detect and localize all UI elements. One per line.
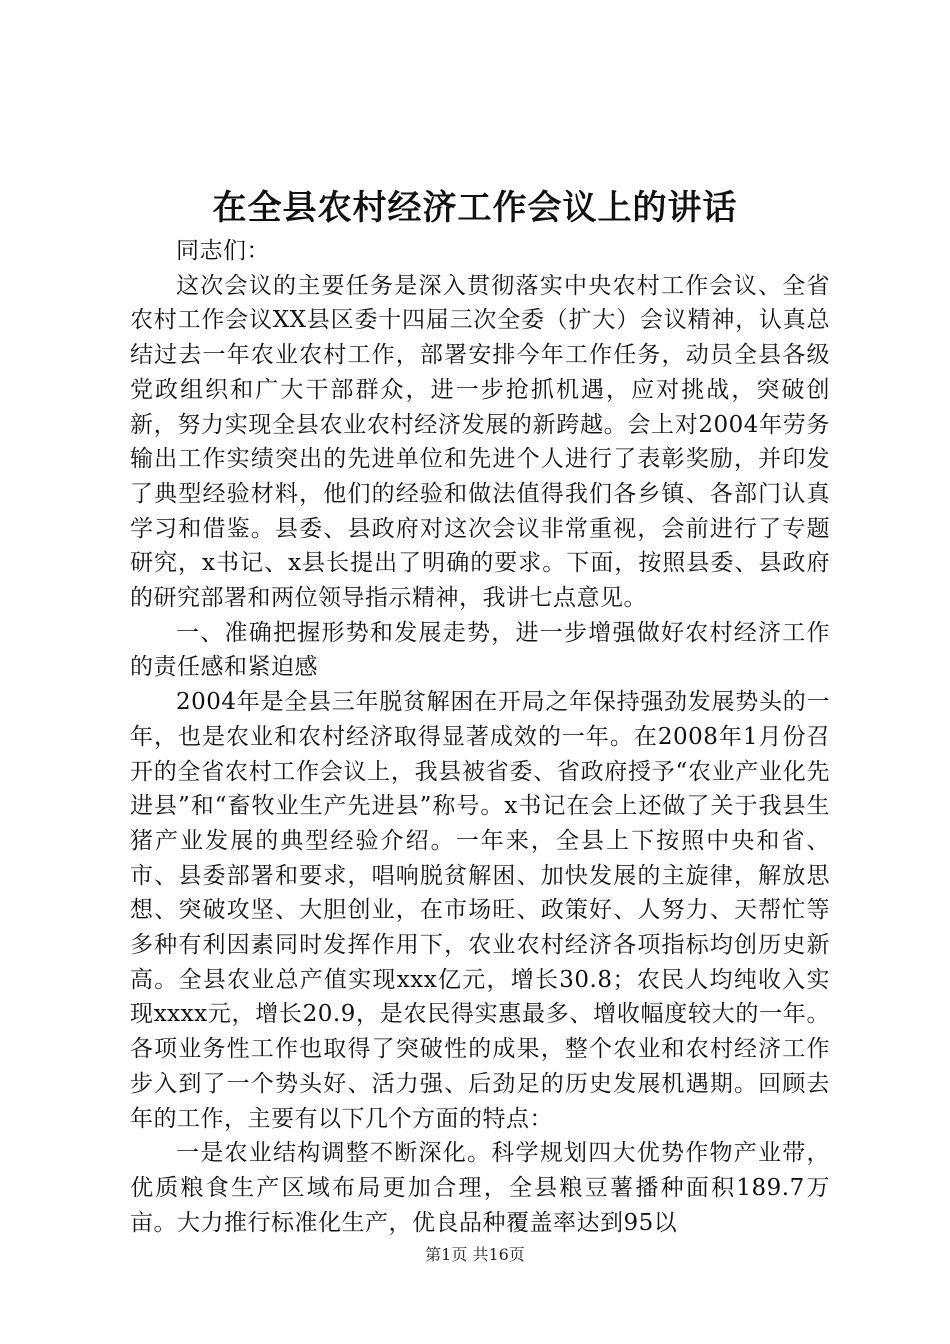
document-body (130, 234, 830, 1240)
page-number-footer: 第1页 共16页 (425, 1245, 525, 1264)
section-heading: 一、准确把握形势和发展走势，进一步增强做好农村经济工作的责任感和紧迫感 (130, 619, 830, 681)
document-title: 在全县农村经济工作会议上的讲话 (212, 188, 738, 228)
point-one-paragraph: 一是农业结构调整不断深化。科学规划四大优势作物产业带，优质粮食生产区域布局更加合理，全县粮豆薯播种面积189.7万亩。大力推行标准化生产，优良品种覆盖率达到95以 (130, 1140, 830, 1236)
review-paragraph: 2004年是全县三年脱贫解困在开局之年保持强劲发展势头的一年，也是农业和农村经济取得显著成效的一年。在2008年1月份召开的全省农村工作会议上，我县被省委、省政府授予“农业产业化先进县”和“畜牧业生产先进县”称号。x书记在会上还做了关于我县生猪产业发展的典型经验介绍。一年来，全县上下按照中央和省、市、县委部署和要求，唱响脱贫解困、加快发展的主旋律，解放思想、突破攻坚、大胆创业，在市场旺、政策好、人努力、天帮忙等多种有利因素同时发挥作用下，农业农村经济各项指标均创历史新高。全县农业总产值实现xxx亿元，增长30.8；农民人均纯收入实现xxxx元，增长20.9，是农民得实惠最多、增收幅度较大的一年。各项业务性工作也取得了突破性的成果，整个农业和农村经济工作步入到了一个势头好、活力强、后劲足的历史发展机遇期。回顾去年的工作，主要有以下几个方面的特点： (130, 689, 830, 1132)
intro-paragraph: 这次会议的主要任务是深入贯彻落实中央农村工作会议、全省农村工作会议XX县区委十四届三次全委（扩大）会议精神，认真总结过去一年农业农村工作，部署安排今年工作任务，动员全县各级党政组织和广大干部群众，进一步抢抓机遇，应对挑战，突破创新，努力实现全县农业农村经济发展的新跨越。会上对2004年劳务输出工作实绩突出的先进单位和先进个人进行了表彰奖励，并印发了典型经验材料，他们的经验和做法值得我们各乡镇、各部门认真学习和借鉴。县委、县政府对这次会议非常重视，会前进行了专题研究，x书记、x县长提出了明确的要求。下面，按照县委、县政府的研究部署和两位领导指示精神，我讲七点意见。 (130, 272, 830, 612)
salutation-paragraph: 同志们： (176, 238, 270, 264)
